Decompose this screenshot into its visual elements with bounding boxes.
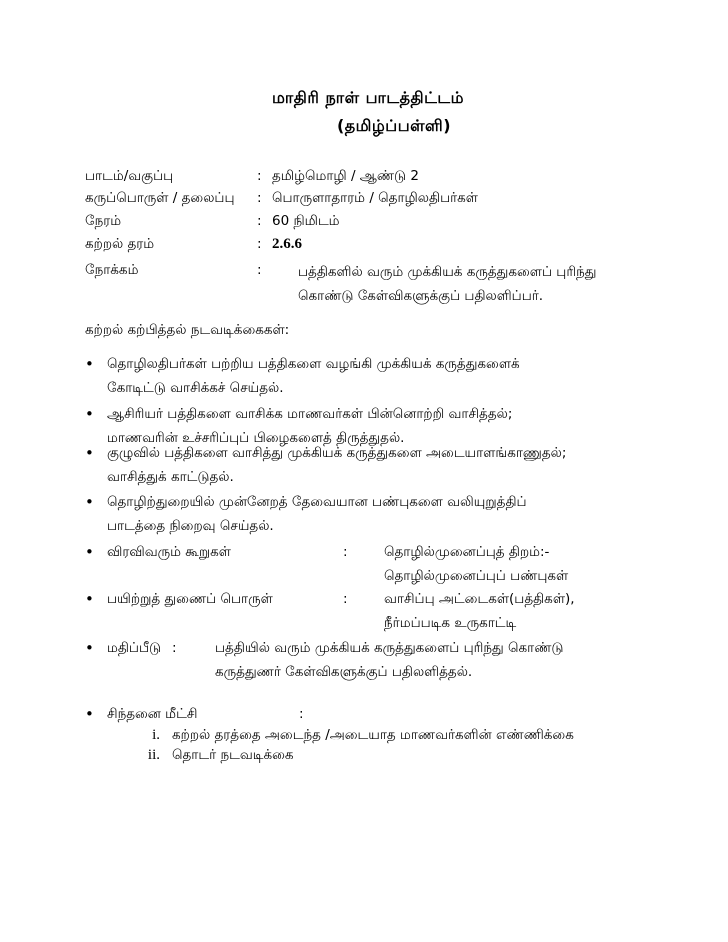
activity-line: கோடிட்டு வாசிக்கச் செய்தல். [107,380,284,396]
reflection-item-number: i. [152,727,160,743]
info-separator: : [257,236,262,252]
reflection-item-number: ii. [147,747,160,763]
info-label: பாடம்/வகுப்பு [85,168,174,184]
activity-line: குழுவில் பத்திகளை வாசித்து முக்கியக் கருத்துகளை அடையாளங்காணுதல்; [107,445,567,461]
activity-text [107,352,687,400]
objective-line: பத்திகளில் வரும் முக்கியக் கருத்துகளைப் புரிந்து [298,264,597,280]
info-row-theme [85,190,705,212]
cross-curricular-separator: : [343,544,348,560]
info-label: நேரம் [85,213,122,229]
teaching-aids-separator: : [343,591,348,607]
document-title: மாதிரி நாள் பாடத்திட்டம் [272,88,464,107]
info-label: நோக்கம் [85,262,139,278]
info-row-objective [85,262,705,312]
activity-line: பாடத்தை நிறைவு செய்தல். [107,518,274,534]
evaluation-separator: : [172,640,177,656]
bullet: • [85,405,94,423]
bullet: • [85,444,94,462]
bullet: • [85,639,94,657]
bullet: • [85,493,94,511]
info-row-time [85,213,705,235]
evaluation-label: மதிப்பீடு [107,640,162,656]
info-separator: : [257,168,262,184]
info-label: கற்றல் தரம் [85,236,155,252]
objective-line: கொண்டு கேள்விகளுக்குப் பதிலளிப்பர். [298,288,544,304]
info-value: தமிழ்மொழி / ஆண்டு 2 [272,168,419,184]
reflection-separator: : [299,706,304,722]
teaching-aids-line: நீர்மப்படிக உருகாட்டி [384,615,517,631]
info-row-subject [85,168,705,190]
activity-text [107,490,687,538]
info-row-learning-standard [85,236,705,258]
reflection-item-text: தொடர் நடவடிக்கை [172,747,294,763]
activities-heading: கற்றல் கற்பித்தல் நடவடிக்கைகள்: [85,322,290,338]
activity-line: தொழிற்துறையில் முன்னேறத் தேவையான பண்புகளை வலியுறுத்திப் [107,494,527,510]
bullet: • [85,590,94,608]
activity-line: வாசித்துக் காட்டுதல். [107,469,234,485]
activity-line: ஆசிரியர் பத்திகளை வாசிக்க மாணவர்கள் பின்னொற்றி வாசித்தல்; [107,406,513,422]
bullet: • [85,355,94,373]
evaluation-line: கருத்துணர் கேள்விகளுக்குப் பதிலளித்தல். [215,664,473,680]
cross-curricular-label: விரவிவரும் கூறுகள் [107,544,231,560]
cross-curricular-line: தொழில்முனைப்புத் திறம்:- [384,544,550,560]
reflection-item-text: கற்றல் தரத்தை அடைந்த /அடையாத மாணவர்களின் எண்ணிக்கை [172,727,574,743]
cross-curricular-line: தொழில்முனைப்புப் பண்புகள் [384,568,569,584]
activity-line: மாணவரின் உச்சரிப்புப் பிழைகளைத் திருத்துதல். [107,430,405,446]
activity-text [107,441,687,489]
reflection-label: சிந்தனை மீட்சி [107,706,198,722]
info-value-objective [298,260,678,308]
info-separator: : [257,213,262,229]
info-separator: : [257,190,262,206]
info-value: 2.6.6 [272,236,302,252]
teaching-aids-label: பயிற்றுத் துணைப் பொருள் [107,591,273,607]
bullet: • [85,543,94,561]
evaluation-line: பத்தியில் வரும் முக்கியக் கருத்துகளைப் புரிந்து கொண்டு [215,640,564,656]
teaching-aids-value [384,587,575,635]
document-subtitle: (தமிழ்ப்பள்ளி) [336,116,452,135]
bullet: • [85,705,94,723]
info-label: கருப்பொருள் / தலைப்பு [85,190,235,206]
cross-curricular-value [384,540,568,588]
teaching-aids-line: வாசிப்பு அட்டைகள்(பத்திகள்), [384,591,575,607]
evaluation-value [215,636,563,684]
info-separator: : [257,262,262,278]
activity-line: தொழிலதிபர்கள் பற்றிய பத்திகளை வழங்கி முக்கியக் கருத்துகளைக் [107,356,520,372]
info-value: 60 நிமிடம் [272,213,340,229]
info-value: பொருளாதாரம் / தொழிலதிபர்கள் [272,190,478,206]
